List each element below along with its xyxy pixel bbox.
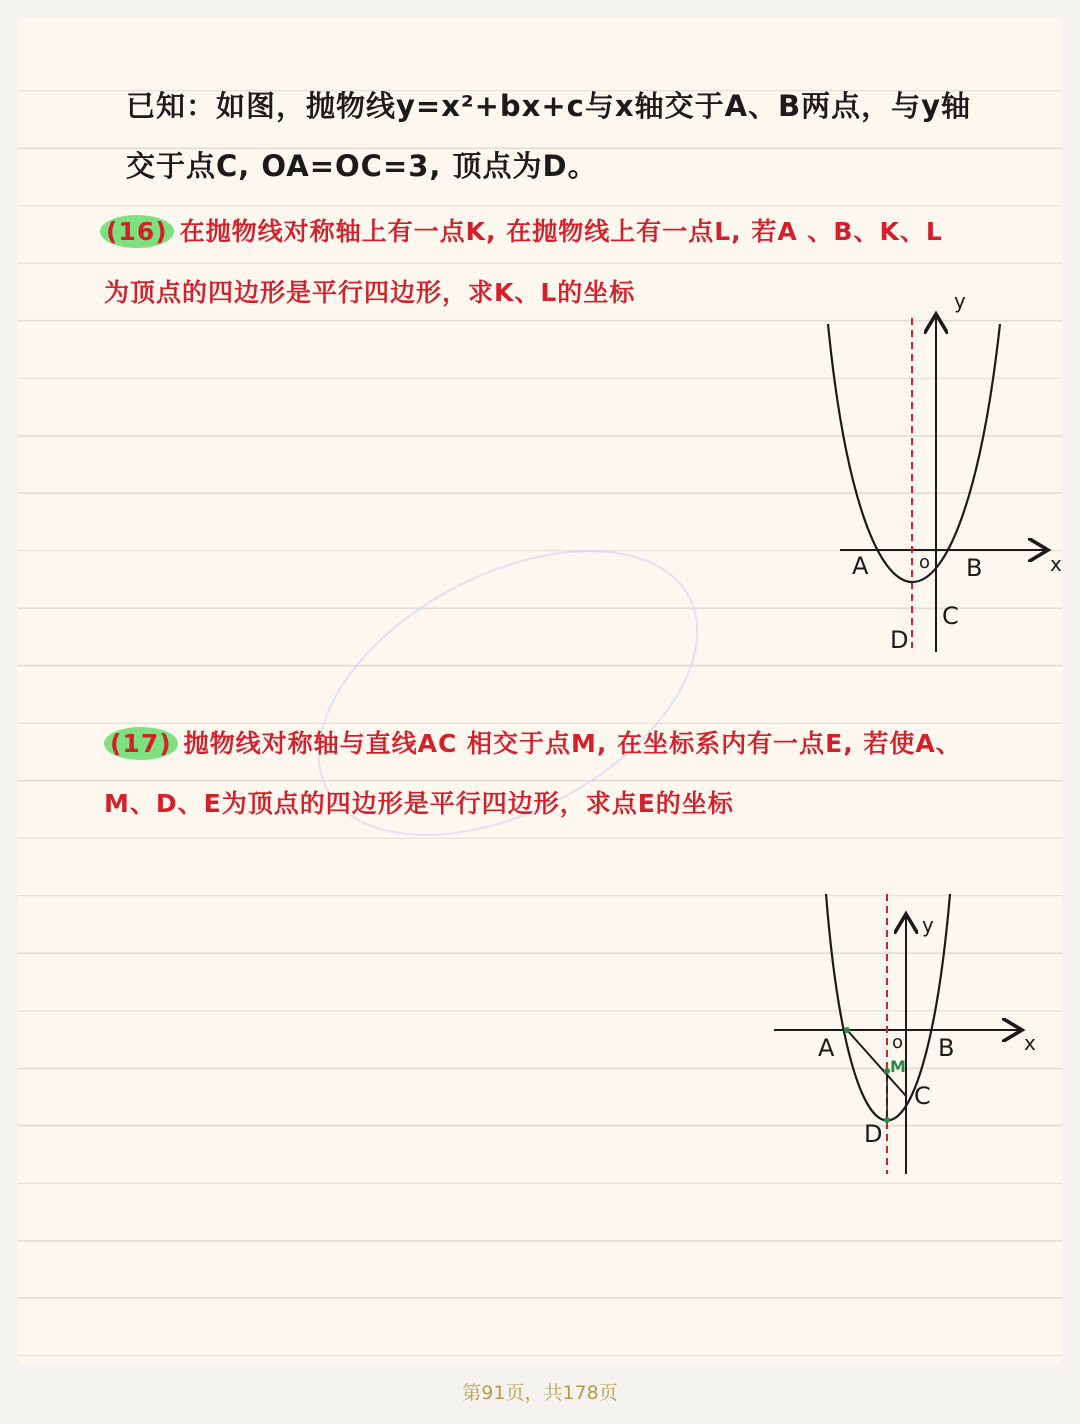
point-d-marker xyxy=(884,1117,890,1123)
label-a: A xyxy=(818,1034,835,1062)
label-d: D xyxy=(890,626,909,654)
parabola-graph-2 xyxy=(770,886,1060,1186)
question-17-line-1 xyxy=(104,724,962,760)
label-c: C xyxy=(914,1082,931,1110)
question-17-number: (17) xyxy=(104,727,178,760)
label-x: x xyxy=(1024,1031,1036,1055)
question-17-line-2: M、D、E为顶点的四边形是平行四边形，求点E的坐标 xyxy=(104,789,734,818)
parabola-curve xyxy=(828,324,1000,582)
label-o: o xyxy=(892,1032,904,1053)
given-line-2: 交于点C, OA=OC=3, 顶点为D。 xyxy=(126,149,598,183)
label-a: A xyxy=(852,552,869,580)
question-16-text: 在抛物线对称轴上有一点K, 在抛物线上有一点L, 若A 、B、K、L xyxy=(179,217,943,246)
label-y: y xyxy=(922,913,934,937)
question-16-line-1 xyxy=(100,212,943,248)
label-c: C xyxy=(942,602,959,630)
label-m: M xyxy=(890,1057,906,1076)
question-17-text: 抛物线对称轴与直线AC 相交于点M, 在坐标系内有一点E, 若使A、 xyxy=(183,729,962,758)
page-indicator: 第91页，共178页 xyxy=(462,1382,618,1404)
parabola-graph-1 xyxy=(816,288,1076,668)
question-16-number: (16) xyxy=(100,215,174,248)
label-b: B xyxy=(966,554,983,582)
label-x: x xyxy=(1050,552,1062,576)
label-y: y xyxy=(954,289,966,313)
label-d: D xyxy=(864,1120,883,1148)
point-a-marker xyxy=(844,1027,850,1033)
label-o: o xyxy=(919,552,931,573)
question-16-line-2: 为顶点的四边形是平行四边形，求K、L的坐标 xyxy=(104,278,636,307)
given-line-1: 已知：如图，抛物线y=x²+bx+c与x轴交于A、B两点，与y轴 xyxy=(126,89,972,123)
label-b: B xyxy=(938,1034,955,1062)
